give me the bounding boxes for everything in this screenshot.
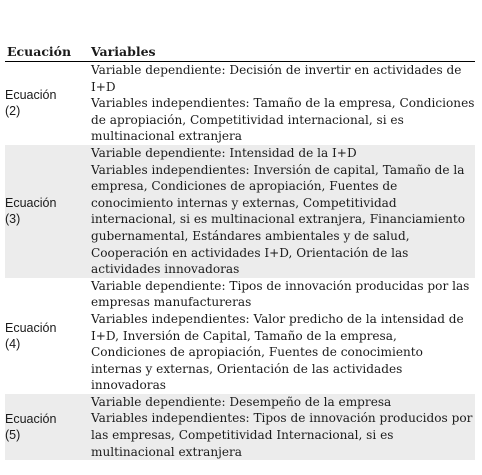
equation-word: Ecuación (5, 320, 57, 335)
equation-word: Ecuación (5, 196, 57, 211)
independent-variables-text: Variables independientes: Tamaño de la empresa, Condiciones de apropiación, Competitividad internacional, si es multinacional extranjera (91, 96, 475, 144)
dependent-variable-text: Variable dependiente: Decisión de invertir en actividades de I+D (91, 63, 462, 94)
variables-cell (89, 145, 475, 278)
equation-number: (3) (5, 212, 21, 227)
table-row (5, 145, 475, 278)
variables-cell (89, 278, 475, 394)
dependent-variable-text: Variable dependiente: Desempeño de la empresa (91, 394, 392, 409)
independent-variables-text: Variables independientes: Inversión de capital, Tamaño de la empresa, Condiciones de apropiación, Fuentes de conocimiento internas y externas, Competitividad internacional, si es multinacional extranjera, Financiamiento gubernamental, Estándares ambientales y de salud, Cooperación en actividades I+D, Orientación de las actividades innovadoras (91, 162, 466, 277)
table-row (5, 62, 475, 145)
equation-label (5, 145, 89, 278)
equation-label (5, 394, 89, 460)
dependent-variable-text: Variable dependiente: Tipos de innovación producidas por las empresas manufactureras (91, 278, 470, 310)
equation-column-header: Ecuación (5, 44, 89, 62)
independent-variables-text: Variables independientes: Valor predicho de la intensidad de I+D, Inversión de Capital, Tamaño de la empresa, Condiciones de apropiación, Fuentes de conocimiento internas y externas, Orientación de las actividades innovadoras (91, 311, 464, 393)
equation-number: (5) (5, 428, 21, 443)
independent-variables-text: Variables independientes: Tipos de innovación producidos por las empresas, Competitividad Internacional, si es multinacional extranjera (91, 411, 473, 459)
equation-label (5, 278, 89, 394)
table-row (5, 278, 475, 394)
table-header-row (5, 44, 475, 62)
equation-word: Ecuación (5, 412, 57, 427)
variables-column-header: Variables (89, 44, 475, 62)
variables-cell (89, 394, 475, 460)
equation-number: (2) (5, 104, 21, 119)
equation-label (5, 62, 89, 145)
table-row (5, 394, 475, 460)
equation-number: (4) (5, 336, 21, 351)
dependent-variable-text: Variable dependiente: Intensidad de la I+D (91, 145, 357, 160)
variables-table (5, 44, 475, 460)
variables-cell (89, 62, 475, 145)
equation-word: Ecuación (5, 88, 57, 103)
